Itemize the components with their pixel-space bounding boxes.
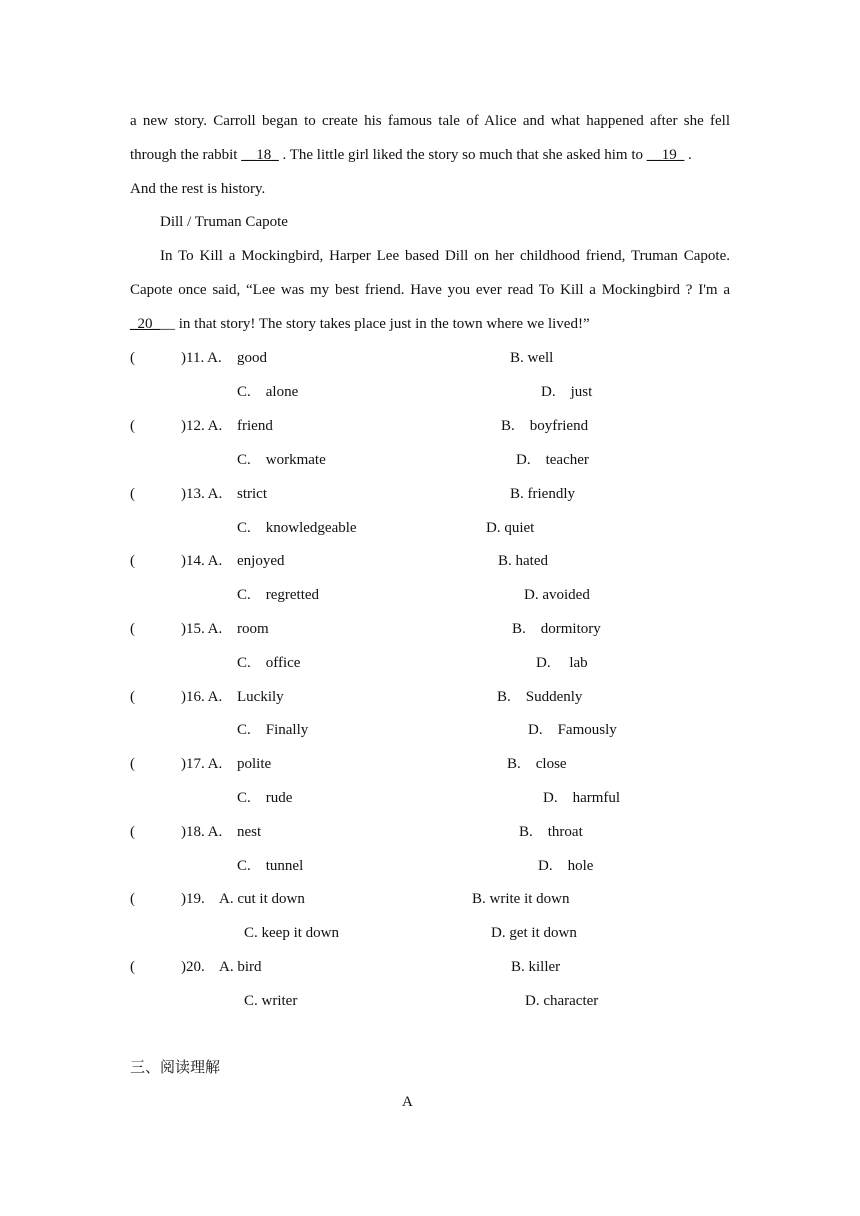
option-b: B. write it down [472, 891, 570, 907]
answer-paren: ( [130, 959, 135, 975]
question-number: )12. A. [181, 418, 223, 434]
answer-paren: ( [130, 891, 135, 907]
answer-paren: ( [130, 621, 135, 637]
blank-18: __18_ [241, 147, 279, 163]
option-c: C. keep it down [244, 925, 339, 941]
option-b: B. well [510, 350, 554, 366]
option-b: B. dormitory [512, 621, 601, 637]
answer-paren: ( [130, 350, 135, 366]
option-a: nest [237, 824, 262, 840]
blank-20: _20_ [130, 316, 160, 332]
answer-paren: ( [130, 756, 135, 772]
option-d: D. just [541, 384, 593, 400]
passage-line [130, 138, 730, 172]
option-a: A. bird [219, 959, 262, 975]
option-a: enjoyed [237, 553, 285, 569]
section-heading: Dill / Truman Capote [160, 214, 288, 230]
passage-line: In To Kill a Mockingbird, Harper Lee based Dill on her childhood friend, Truman Capote. [160, 248, 730, 264]
passage-line: And the rest is history. [130, 181, 266, 197]
option-b: B. throat [519, 824, 583, 840]
question-number: )15. A. [181, 621, 223, 637]
question-number: )20. [181, 959, 205, 975]
question-number: )19. [181, 891, 205, 907]
option-d: D. quiet [486, 520, 535, 536]
option-a: A. cut it down [219, 891, 305, 907]
option-d: D. harmful [543, 790, 621, 806]
option-c: C. office [237, 655, 301, 671]
answer-paren: ( [130, 486, 135, 502]
section-title: 三、阅读理解 [130, 1058, 221, 1076]
option-b: B. boyfriend [501, 418, 589, 434]
passage-text: . The little girl liked the story so much that she asked him to [278, 147, 647, 163]
option-c: C. tunnel [237, 858, 304, 874]
option-d: D. lab [536, 655, 588, 671]
option-c: C. rude [237, 790, 293, 806]
question-number: )14. A. [181, 553, 223, 569]
option-d: D. Famously [528, 722, 617, 738]
passage-text: __ in that story! The story takes place just in the town where we lived!” [160, 316, 590, 332]
option-d: D. teacher [516, 452, 589, 468]
passage-line: a new story. Carroll began to create his famous tale of Alice and what happened after she fell [130, 113, 730, 129]
answer-paren: ( [130, 824, 135, 840]
option-d: D. get it down [491, 925, 577, 941]
option-c: C. knowledgeable [237, 520, 357, 536]
option-a: friend [237, 418, 273, 434]
question-number: )17. A. [181, 756, 223, 772]
question-number: )18. A. [181, 824, 223, 840]
blank-19: __19_ [646, 147, 685, 163]
option-c: C. regretted [237, 587, 320, 603]
option-a: strict [237, 486, 267, 502]
option-b: B. killer [511, 959, 561, 975]
option-b: B. friendly [510, 486, 575, 502]
option-c: C. writer [244, 993, 298, 1009]
option-c: C. workmate [237, 452, 326, 468]
passage-line [130, 307, 730, 341]
passage-paragraph-2 [130, 239, 730, 341]
option-b: B. close [507, 756, 567, 772]
option-d: D. hole [538, 858, 594, 874]
answer-paren: ( [130, 418, 135, 434]
option-c: C. Finally [237, 722, 309, 738]
option-a: polite [237, 756, 272, 772]
option-b: B. Suddenly [497, 689, 583, 705]
question-number: )11. A. [181, 350, 222, 366]
passage-text: through the rabbit [130, 147, 242, 163]
passage-line: Capote once said, “Lee was my best friend. Have you ever read To Kill a Mockingbird ? I'm a [130, 282, 730, 298]
option-a: Luckily [237, 689, 284, 705]
passage-letter: A [402, 1094, 413, 1110]
question-number: )13. A. [181, 486, 223, 502]
option-d: D. character [525, 993, 599, 1009]
option-a: good [237, 350, 267, 366]
passage-paragraph-1 [130, 104, 730, 206]
question-number: )16. A. [181, 689, 223, 705]
option-c: C. alone [237, 384, 299, 400]
answer-paren: ( [130, 689, 135, 705]
option-b: B. hated [498, 553, 548, 569]
option-a: room [237, 621, 269, 637]
option-d: D. avoided [524, 587, 590, 603]
passage-text: . [684, 147, 692, 163]
answer-paren: ( [130, 553, 135, 569]
